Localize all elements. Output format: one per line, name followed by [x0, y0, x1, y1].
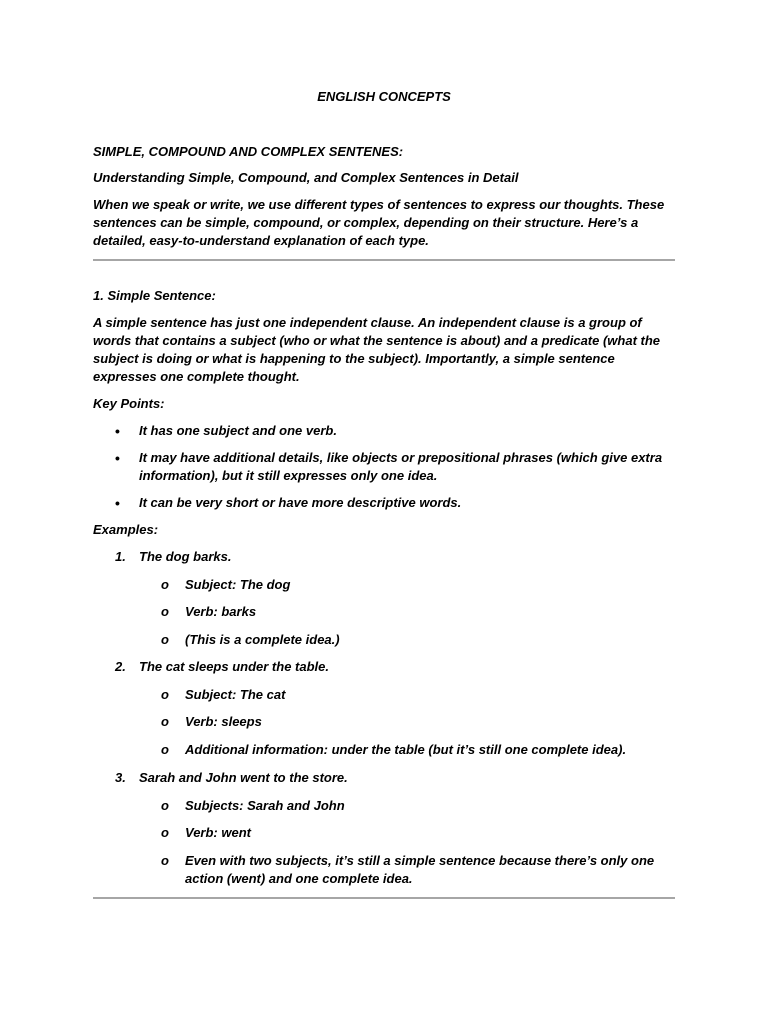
- example-sentence: Sarah and John went to the store.: [139, 770, 348, 785]
- list-number: 2.: [115, 659, 126, 674]
- example-detail-text: Even with two subjects, it’s still a simple sentence because there’s only one action (went) and one complete idea.: [185, 853, 655, 886]
- bullet-icon: •: [115, 450, 120, 466]
- circle-bullet-icon: o: [161, 604, 169, 619]
- subtitle: Understanding Simple, Compound, and Complex Sentences in Detail: [93, 170, 519, 185]
- example-detail-text: (This is a complete idea.): [185, 632, 340, 647]
- list-number: 3.: [115, 770, 126, 785]
- bullet-icon: •: [115, 495, 120, 511]
- bullet-icon: •: [115, 423, 120, 439]
- circle-bullet-icon: o: [161, 577, 169, 592]
- list-item-text: It can be very short or have more descriptive words.: [139, 495, 462, 510]
- example-detail-text: Verb: went: [185, 825, 251, 840]
- circle-bullet-icon: o: [161, 742, 169, 757]
- circle-bullet-icon: o: [161, 853, 169, 868]
- document-title: ENGLISH CONCEPTS: [317, 89, 451, 104]
- example-detail-text: Verb: barks: [185, 604, 257, 619]
- example-detail-text: Verb: sleeps: [185, 714, 262, 729]
- intro-paragraph: When we speak or write, we use different types of sentences to express our thoughts. These sentences can be simple, compound, or complex, depending on their structure. Here’s a detailed, easy-to-understand explanation of each type.: [93, 197, 665, 248]
- circle-bullet-icon: o: [161, 798, 169, 813]
- example-sentence: The dog barks.: [139, 549, 232, 564]
- list-item-text: It may have additional details, like objects or prepositional phrases (which give extra information), but it still expresses only one idea.: [139, 450, 663, 483]
- example-detail-text: Subject: The cat: [185, 687, 286, 702]
- simple-sentence-definition: A simple sentence has just one independent clause. An independent clause is a group of words that contains a subject (who or what the sentence is about) and a predicate (what the subject is doing or what is happening to the subject). Importantly, a simple sentence expresses one complete thought.: [93, 315, 661, 384]
- list-item-text: It has one subject and one verb.: [139, 423, 337, 438]
- circle-bullet-icon: o: [161, 632, 169, 647]
- horizontal-rule: [93, 897, 675, 899]
- circle-bullet-icon: o: [161, 714, 169, 729]
- simple-sentence-heading: 1. Simple Sentence:: [93, 288, 216, 303]
- circle-bullet-icon: o: [161, 825, 169, 840]
- example-detail-text: Subject: The dog: [185, 577, 291, 592]
- list-number: 1.: [115, 549, 126, 564]
- example-detail-text: Subjects: Sarah and John: [185, 798, 345, 813]
- key-points-label: Key Points:: [93, 396, 165, 411]
- example-detail-text: Additional information: under the table (but it’s still one complete idea).: [185, 742, 627, 757]
- circle-bullet-icon: o: [161, 687, 169, 702]
- examples-label: Examples:: [93, 522, 159, 537]
- horizontal-rule: [93, 259, 675, 261]
- section-heading: SIMPLE, COMPOUND AND COMPLEX SENTENES:: [93, 144, 404, 159]
- example-sentence: The cat sleeps under the table.: [139, 659, 329, 674]
